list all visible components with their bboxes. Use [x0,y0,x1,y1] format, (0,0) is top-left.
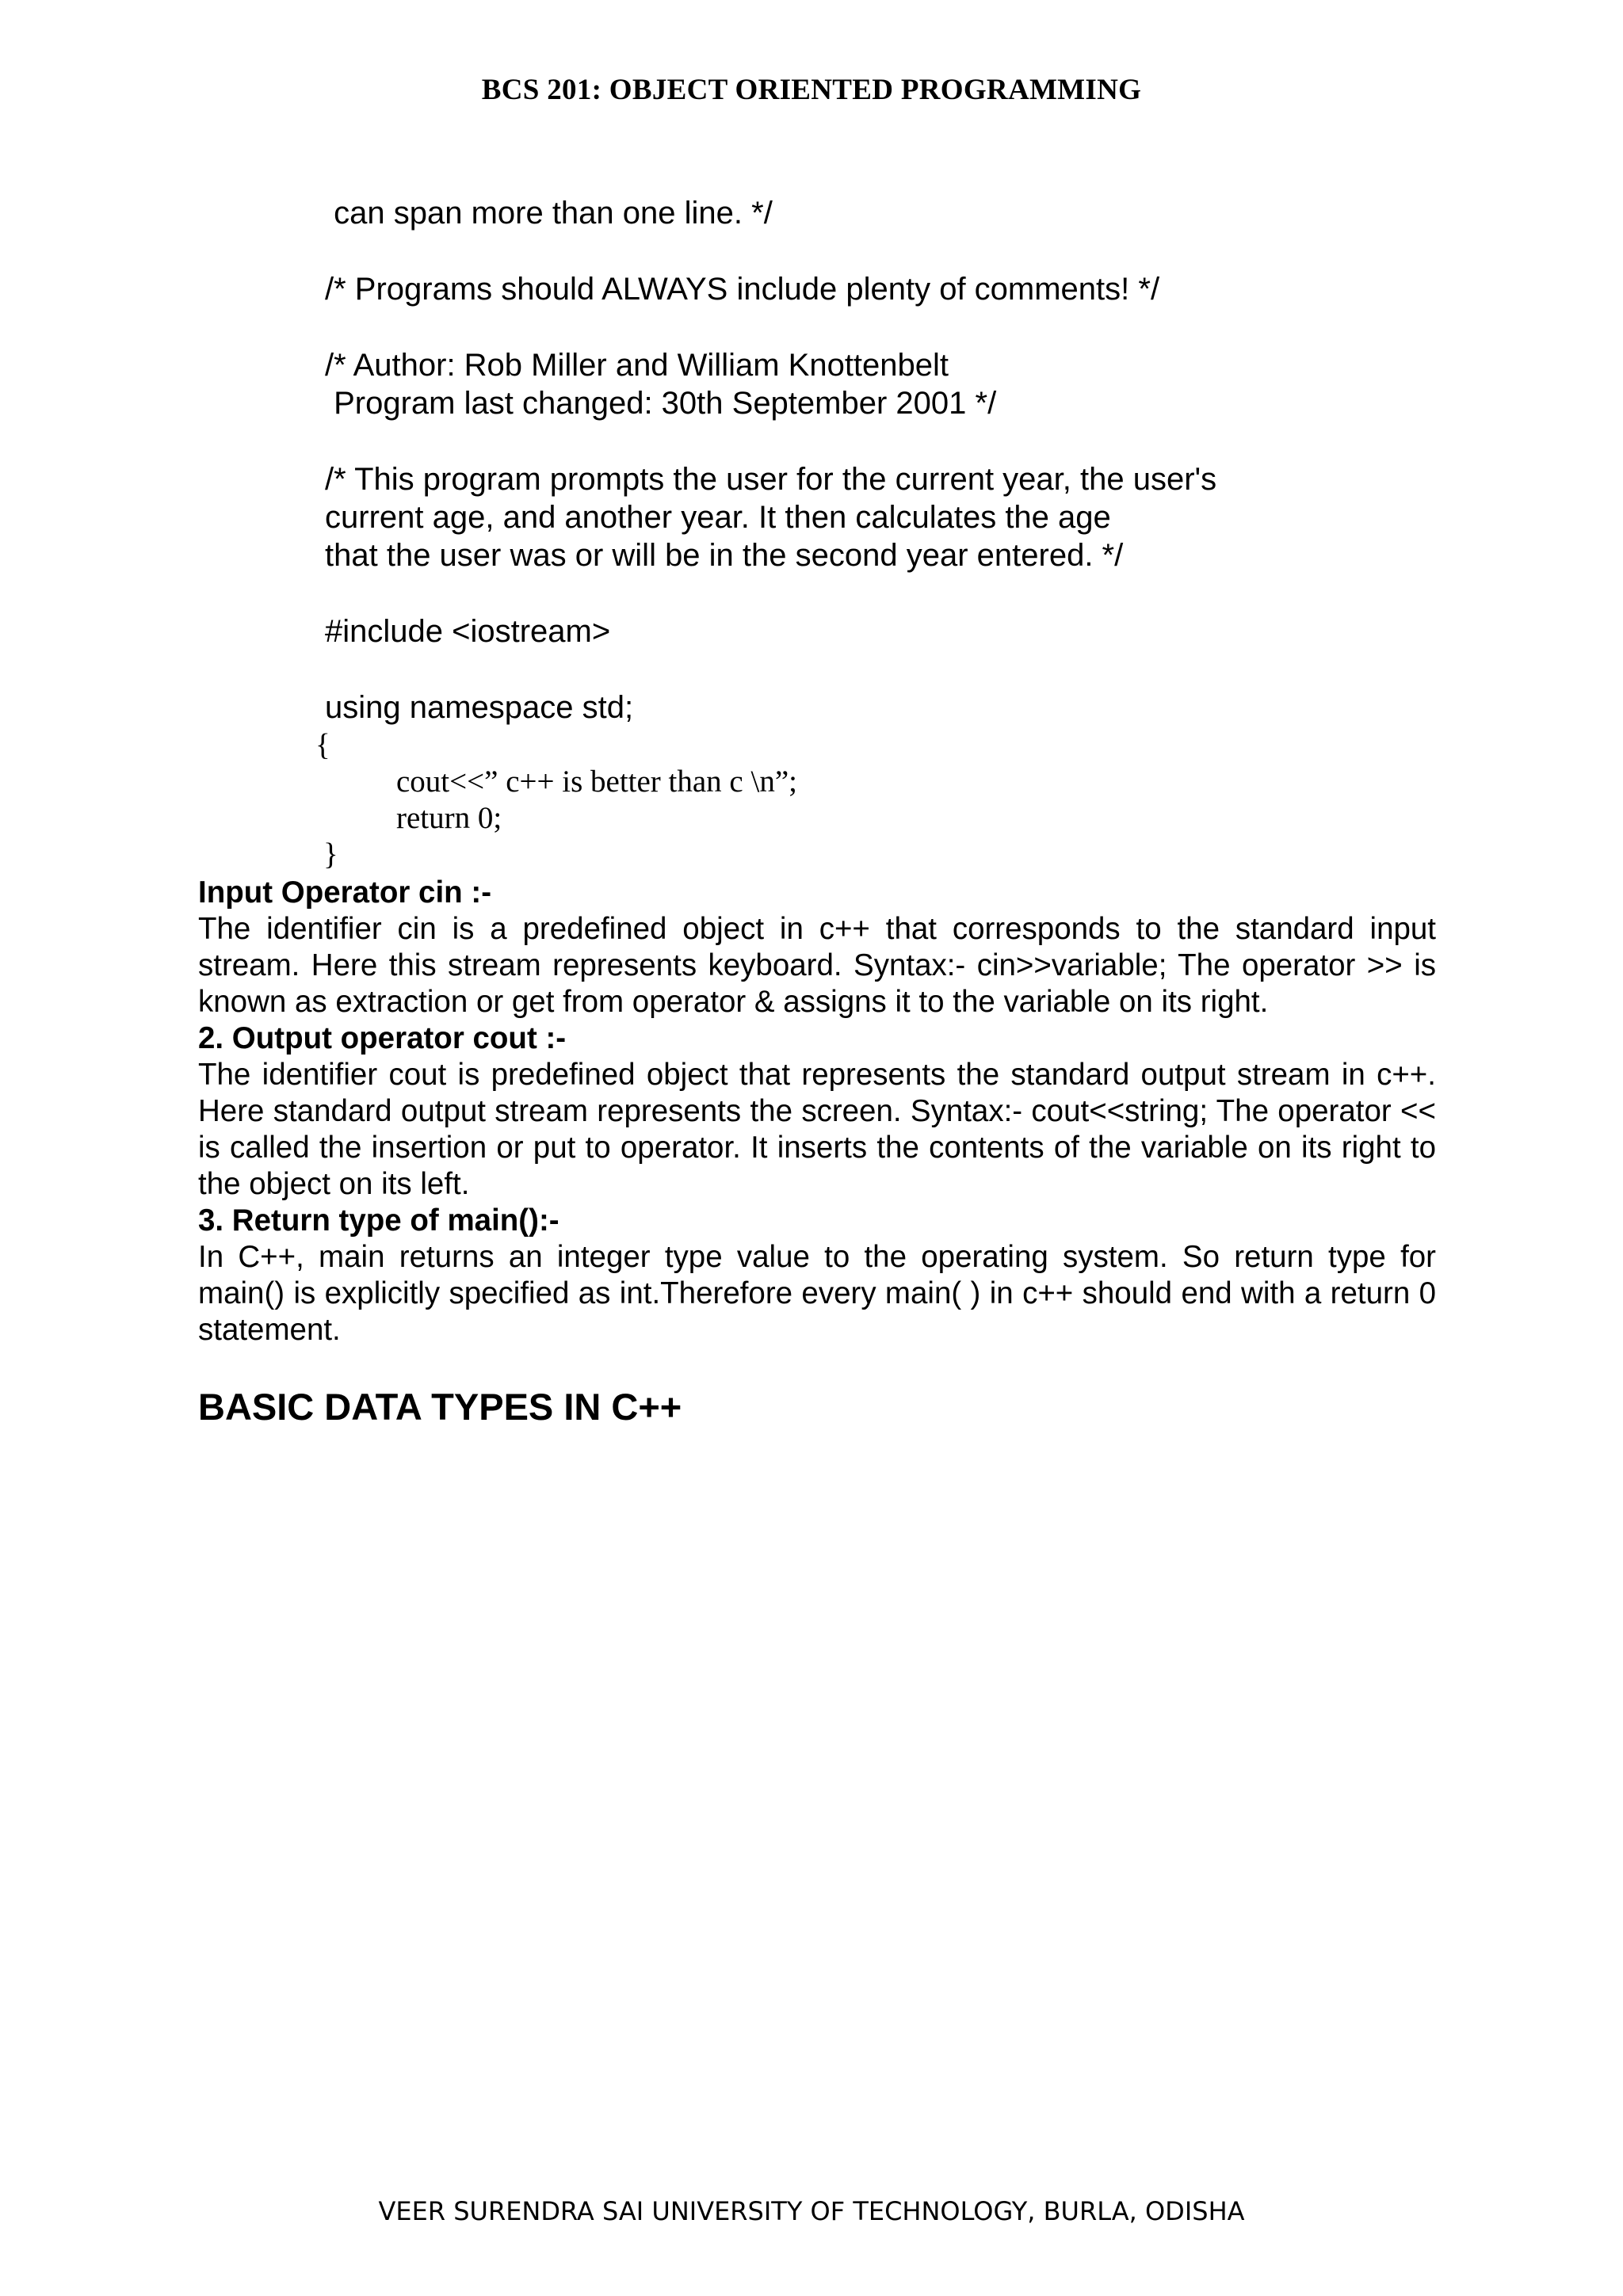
code-line: can span more than one line. */ [325,196,773,231]
code-line: /* Programs should ALWAYS include plenty of comments! */ [325,272,1160,307]
code-line: /* Author: Rob Miller and William Knottenbelt [325,348,949,383]
code-line: current age, and another year. It then calculates the age [325,500,1111,535]
code-line: #include <iostream> [325,614,611,649]
code-statement: cout<<” c++ is better than c \n”; [396,765,797,799]
cout-paragraph: The identifier cout is predefined object that represents the standard output stream in c++. Here standard output stream represents the screen. Syntax:- cout<<string; The operator << is called the insertion or put to operator. It inserts the contents of the variable on its right to the object on its left. [198,1058,1436,1201]
cout-heading: 2. Output operator cout :- [198,1021,567,1055]
brace-open: { [315,728,330,762]
page-footer: VEER SURENDRA SAI UNIVERSITY OF TECHNOLOGY, BURLA, ODISHA [378,2196,1245,2226]
section-title: BASIC DATA TYPES IN C++ [198,1386,682,1428]
code-line: /* This program prompts the user for the current year, the user's [325,462,1217,497]
content-sections [198,875,1436,1348]
cin-paragraph: The identifier cin is a predefined object in c++ that corresponds to the standard input stream. Here this stream represents keyboard. Syntax:- cin>>variable; The operator >> is known as extraction or get from operator & assigns it to the variable on its right. [198,912,1436,1019]
brace-close: } [323,837,338,871]
main-paragraph: In C++, main returns an integer type value to the operating system. So return type for main() is explicitly specified as int.Therefore every main( ) in c++ should end with a return 0 statement. [198,1240,1436,1347]
page-header: BCS 201: OBJECT ORIENTED PROGRAMMING [481,74,1142,106]
code-line: using namespace std; [325,690,634,725]
main-heading: 3. Return type of main():- [198,1203,559,1238]
code-line: that the user was or will be in the second year entered. */ [325,538,1124,573]
code-line: Program last changed: 30th September 2001 */ [325,386,997,421]
cin-heading: Input Operator cin :- [198,875,492,910]
code-statement: return 0; [396,801,502,835]
